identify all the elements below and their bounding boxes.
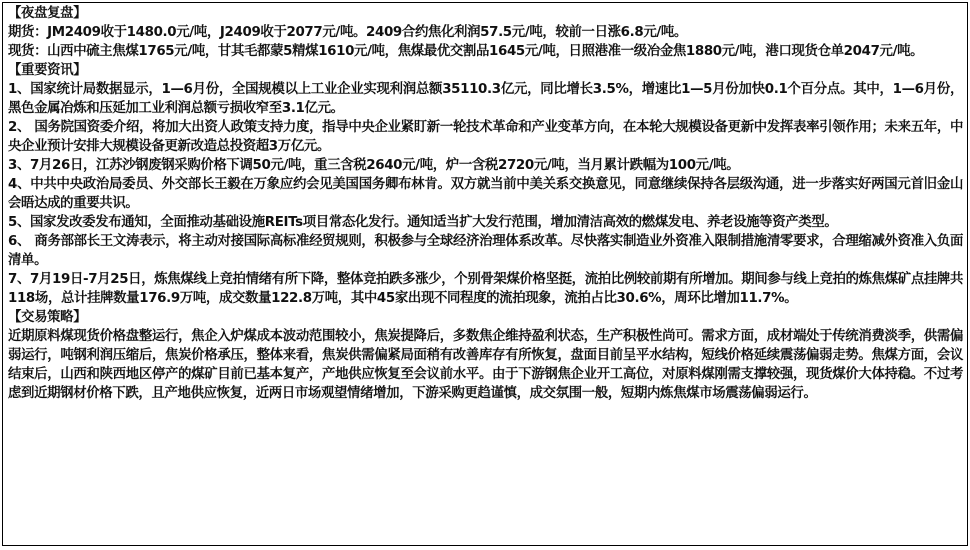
night-review-futures: 期货：JM2409收于1480.0元/吨，J2409收于2077元/吨。2409合约焦化利润57.5元/吨，较前一日涨6.8元/吨。 xyxy=(8,25,687,40)
news-item: 1、国家统计局数据显示，1—6月份，全国规模以上工业企业实现利润总额35110.3亿元，同比增长3.5%，增速比1—5月份加快0.1个百分点。其中，1—6月份，黑色金属冶炼和压延加工业利润总额亏损收窄至3.1亿元。 xyxy=(8,82,963,116)
news-item: 4、中共中央政治局委员、外交部长王毅在万象应约会见美国国务卿布林肯。双方就当前中美关系交换意见，同意继续保持各层级沟通，进一步落实好两国元首旧金山会晤达成的重要共识。 xyxy=(8,177,963,211)
news-heading: 【重要资讯】 xyxy=(8,63,87,78)
strategy-heading: 【交易策略】 xyxy=(8,310,87,325)
news-item: 7、7月19日-7月25日，炼焦煤线上竞拍情绪有所下降，整体竞拍跌多涨少，个别骨架煤价格坚挺，流拍比例较前期有所增加。期间参与线上竞拍的炼焦煤矿点挂牌共118场，总计挂牌数量176.9万吨，成交数量122.8万吨，其中45家出现不同程度的流拍现象，流拍占比30.6%，周环比增加11.7%。 xyxy=(8,272,963,306)
market-report xyxy=(2,2,968,546)
night-review-heading: 【夜盘复盘】 xyxy=(8,6,87,21)
strategy-text: 近期原料煤现货价格盘整运行，焦企入炉煤成本波动范围较小，焦炭提降后，多数焦企维持盈利状态，生产积极性尚可。需求方面，成材端处于传统消费淡季，供需偏弱运行，吨钢利润压缩后，焦炭价格承压，整体来看，焦炭供需偏紧局面稍有改善库存有所恢复，盘面目前呈平水结构，短线价格延续震荡偏弱走势。焦煤方面，会议结束后，山西和陕西地区停产的煤矿目前已基本复产，产地供应恢复至会议前水平。由于下游钢焦企业开工高位，对原料煤刚需支撑较强，现货煤价大体持稳。不过考虑到近期钢材价格下跌，且产地供应恢复，近两日市场观望情绪增加，下游采购更趋谨慎，成交氛围一般，短期内炼焦煤市场震荡偏弱运行。 xyxy=(8,329,963,401)
night-review-spot: 现货：山西中硫主焦煤1765元/吨，甘其毛都蒙5精煤1610元/吨，焦煤最优交割品1645元/吨，日照港准一级冶金焦1880元/吨，港口现货仓单2047元/吨。 xyxy=(8,44,924,59)
news-item: 5、国家发改委发布通知，全面推动基础设施REITs项目常态化发行。通知适当扩大发行范围，增加清洁高效的燃煤发电、养老设施等资产类型。 xyxy=(8,215,838,230)
news-item: 3、7月26日，江苏沙钢废钢采购价格下调50元/吨，重三含税2640元/吨，炉一含税2720元/吨，当月累计跌幅为100元/吨。 xyxy=(8,158,740,173)
news-item: 6、 商务部部长王文涛表示，将主动对接国际高标准经贸规则，积极参与全球经济治理体系改革。尽快落实制造业外资准入限制措施清零要求，合理缩减外资准入负面清单。 xyxy=(8,234,963,268)
news-item: 2、 国务院国资委介绍，将加大出资人政策支持力度，指导中央企业紧盯新一轮技术革命和产业变革方向，在本轮大规模设备更新中发挥表率引领作用；未来五年，中央企业预计安排大规模设备更新改造总投资超3万亿元。 xyxy=(8,120,963,154)
